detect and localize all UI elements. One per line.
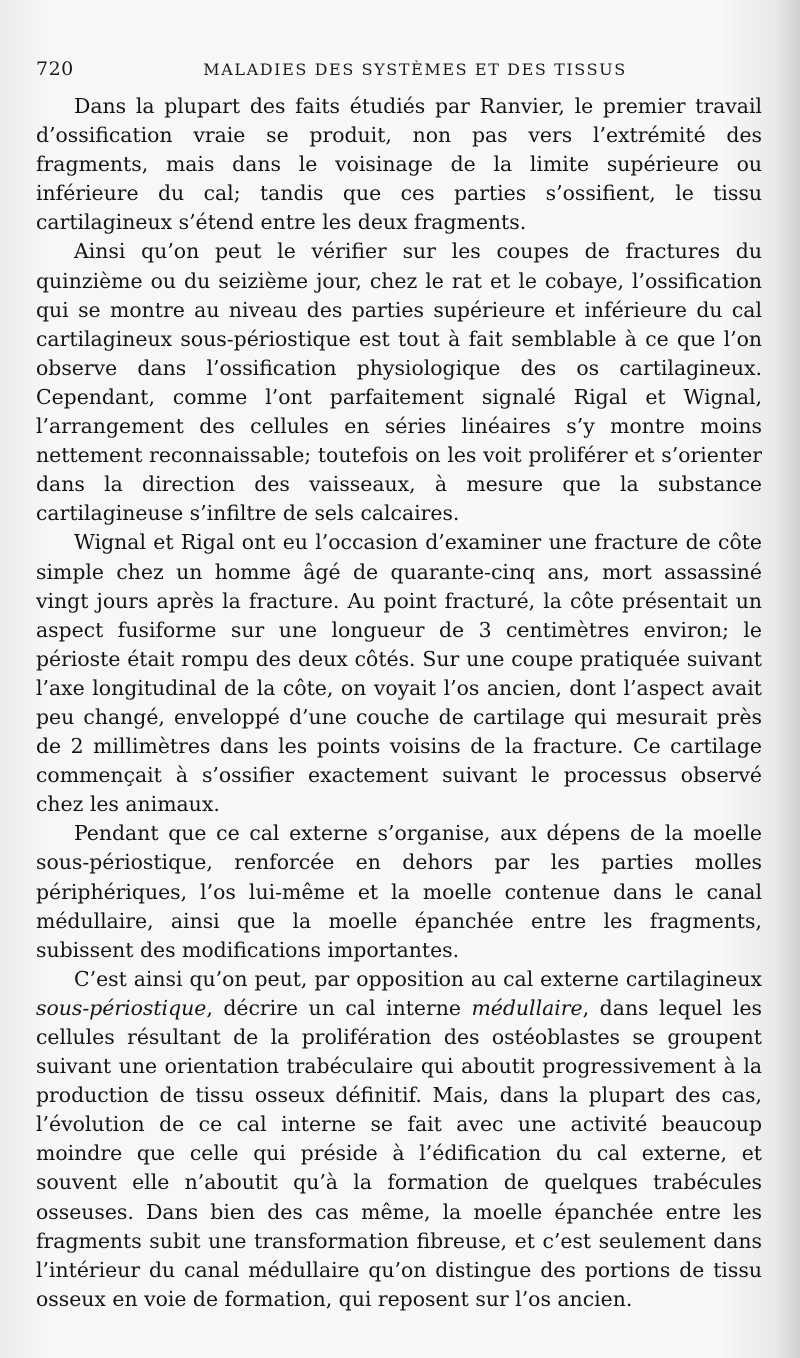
paragraph-rib-fracture-case: Wignal et Rigal ont eu l’occasion d’examiner une fracture de côte simple chez un homme âgé de quarante-cinq ans, mort assassiné vingt jours après la fracture. Au point fracturé, la côte présentait un aspect fusiforme sur une longueur de 3 centimètres environ; le périoste était rompu des deux côtés. Sur une coupe pratiquée suivant l’axe longitudinal de la côte, on voyait l’os ancien, dont l’aspect avait peu changé, enveloppé d’une couche de cartilage qui mesurait près de 2 millimètres dans les points voisins de la fracture. Ce cartilage commençait à s’ossifier exactement suivant le processus observé chez les animaux. (36, 530, 762, 817)
body-text (36, 92, 762, 1314)
italic-term-sous-periostique: sous-périostique (36, 995, 207, 1020)
paragraph-internal-callus (36, 965, 762, 1314)
running-title: MALADIES DES SYSTÈMES ET DES TISSUS (203, 60, 627, 79)
paragraph-fracture-sections: Ainsi qu’on peut le vérifier sur les coupes de fractures du quinzième ou du seizième jour, chez le rat et le cobaye, l’ossification qui se montre au niveau des parties supérieure et inférieure du cal cartilagineux sous-périostique est tout à fait semblable à ce que l’on observe dans l’ossification physiologique des os cartilagineux. Cependant, comme l’ont parfaitement signalé Rigal et Wignal, l’arrangement des cellules en séries linéaires s’y montre moins nettement reconnaissable; toutefois on les voit proliférer et s’orienter dans la direction des vaisseaux, à mesure que la substance cartilagineuse s’infiltre de sels calcaires. (36, 239, 762, 526)
page-header (36, 58, 744, 84)
paragraph-internal-callus-text-2: , décrire un cal interne (206, 995, 472, 1020)
page-number: 720 (36, 58, 74, 80)
paragraph-external-callus: Pendant que ce cal externe s’organise, aux dépens de la moelle sous-périostique, renforcée en dehors par les parties molles périphériques, l’os lui-même et la moelle contenue dans le canal médullaire, ainsi que la moelle épanchée entre les fragments, subissent des modifications importantes. (36, 821, 762, 962)
paragraph-ranvier-ossification: Dans la plupart des faits étudiés par Ranvier, le premier travail d’ossification vraie se produit, non pas vers l’extrémité des fragments, mais dans le voisinage de la limite supérieure ou inférieure du cal; tandis que ces parties s’ossifient, le tissu cartilagineux s’étend entre les deux fragments. (36, 94, 762, 235)
paragraph-internal-callus-text-3: , dans lequel les cellules résultant de la prolifération des ostéoblastes se groupent suivant une orientation trabéculaire qui aboutit progressivement à la production de tissu osseux définitif. Mais, dans la plupart des cas, l’évolution de ce cal interne se fait avec une activité beaucoup moindre que celle qui préside à l’édification du cal externe, et souvent elle n’aboutit qu’à la formation de quelques trabécules osseuses. Dans bien des cas même, la moelle épanchée entre les fragments subit une transformation fibreuse, et c’est seulement dans l’intérieur du canal médullaire qu’on distingue des portions de tissu osseux en voie de formation, qui reposent sur l’os ancien. (36, 995, 762, 1311)
paragraph-internal-callus-text-1: C’est ainsi qu’on peut, par opposition au cal externe cartilagineux (74, 966, 762, 991)
italic-term-medullaire: médullaire (471, 995, 583, 1020)
